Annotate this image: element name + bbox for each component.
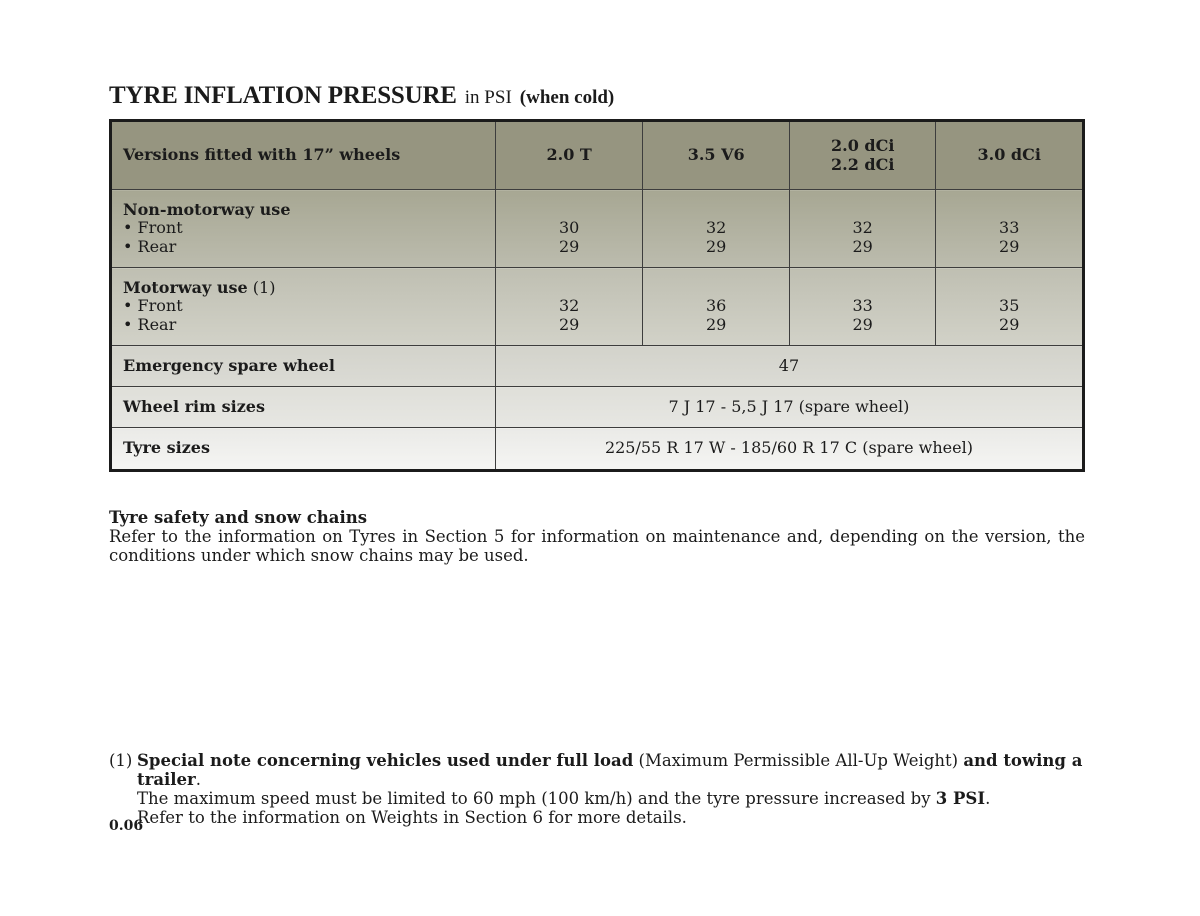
- title-main: TYRE INFLATION PRESSURE: [109, 82, 457, 109]
- table-row: [111, 190, 1084, 268]
- front-pressure: 32: [705, 218, 727, 238]
- rear-pressure: 29: [705, 314, 727, 334]
- front-pressure: 32: [852, 218, 873, 238]
- non-motorway-heading: Non-motorway use: [123, 199, 291, 219]
- motorway-heading-line: [123, 279, 495, 298]
- header-2-0-t: 2.0 T: [495, 121, 643, 190]
- pressure-cell: [643, 190, 790, 268]
- pressure-cell: [643, 268, 790, 346]
- front-pressure: 35: [999, 296, 1020, 316]
- rear-pressure: 29: [705, 236, 727, 256]
- table-header-row: [111, 121, 1084, 190]
- header-3-5-v6: 3.5 V6: [643, 121, 790, 190]
- pressure-table: [109, 119, 1085, 472]
- rear-label: • Rear: [123, 314, 177, 334]
- footnote-marker: (1): [109, 751, 133, 770]
- header-dci-group: [789, 121, 936, 190]
- footnote-line-2-text: The maximum speed must be limited to 60 mph (100 km/h) and the tyre pressure increased by: [137, 789, 936, 808]
- pressure-cell: [495, 268, 643, 346]
- tyre-sizes-value: 225/55 R 17 W - 185/60 R 17 C (spare wheel): [495, 428, 1083, 471]
- rear-pressure: 29: [852, 236, 873, 256]
- front-label: • Front: [123, 296, 183, 316]
- pressure-cell: [789, 190, 936, 268]
- front-pressure: 30: [558, 218, 580, 238]
- spare-wheel-label: Emergency spare wheel: [111, 346, 496, 387]
- footnote-line-1: [109, 751, 1085, 789]
- rear-pressure: 29: [558, 236, 580, 256]
- header-2-0-dci: 2.0 dCi: [830, 136, 895, 155]
- safety-section: [109, 508, 1085, 565]
- pressure-cell: [936, 190, 1084, 268]
- footnote-line-1-text: [137, 751, 1085, 789]
- pressure-cell: [789, 268, 936, 346]
- rear-label: • Rear: [123, 236, 177, 256]
- table-row: [111, 428, 1084, 471]
- page-title: [109, 74, 614, 111]
- header-3-0-dci: 3.0 dCi: [936, 121, 1084, 190]
- table-row: [111, 387, 1084, 428]
- header-2-2-dci: 2.2 dCi: [830, 154, 895, 174]
- table-row: [111, 268, 1084, 346]
- footnote-line-3: Refer to the information on Weights in Section 6 for more details.: [137, 808, 687, 827]
- footnote-pressure-increase: 3 PSI: [935, 789, 986, 808]
- front-pressure: 32: [558, 296, 580, 316]
- safety-heading: Tyre safety and snow chains: [109, 508, 368, 527]
- page-number: 0.06: [109, 818, 144, 834]
- footnote: [109, 751, 1085, 827]
- safety-body: Refer to the information on Tyres in Section 5 for information on maintenance and, depending on the version, the conditions under which snow chains may be used.: [109, 527, 1085, 565]
- footnote-normal-1: (Maximum Permissible All-Up Weight): [633, 751, 964, 770]
- pressure-cell: [936, 268, 1084, 346]
- footnote-line-2: [109, 789, 1085, 808]
- motorway-label-cell: [111, 268, 496, 346]
- footnote-bold-2: and towing a trailer: [137, 751, 1083, 789]
- rear-pressure: 29: [999, 236, 1020, 256]
- non-motorway-label-cell: [111, 190, 496, 268]
- motorway-heading: Motorway use: [123, 277, 248, 297]
- footnote-line-2-end: .: [985, 789, 991, 808]
- title-unit: in PSI: [464, 87, 512, 108]
- front-label: • Front: [123, 218, 183, 238]
- footnote-ref: (1): [252, 277, 276, 297]
- front-pressure: 33: [852, 296, 873, 316]
- pressure-cell: [495, 190, 643, 268]
- rim-sizes-value: 7 J 17 - 5,5 J 17 (spare wheel): [495, 387, 1083, 428]
- spare-wheel-value: 47: [495, 346, 1083, 387]
- table-row: [111, 346, 1084, 387]
- header-versions-label: Versions fitted with 17” wheels: [111, 121, 496, 190]
- footnote-bold-1: Special note concerning vehicles used under full load: [137, 751, 634, 770]
- tyre-sizes-label: Tyre sizes: [111, 428, 496, 471]
- footnote-end-1: .: [195, 770, 201, 789]
- rear-pressure: 29: [558, 314, 580, 334]
- rim-sizes-label: Wheel rim sizes: [111, 387, 496, 428]
- front-pressure: 33: [999, 218, 1020, 238]
- title-condition: (when cold): [519, 87, 615, 108]
- rear-pressure: 29: [999, 314, 1020, 334]
- front-pressure: 36: [705, 296, 727, 316]
- rear-pressure: 29: [852, 314, 873, 334]
